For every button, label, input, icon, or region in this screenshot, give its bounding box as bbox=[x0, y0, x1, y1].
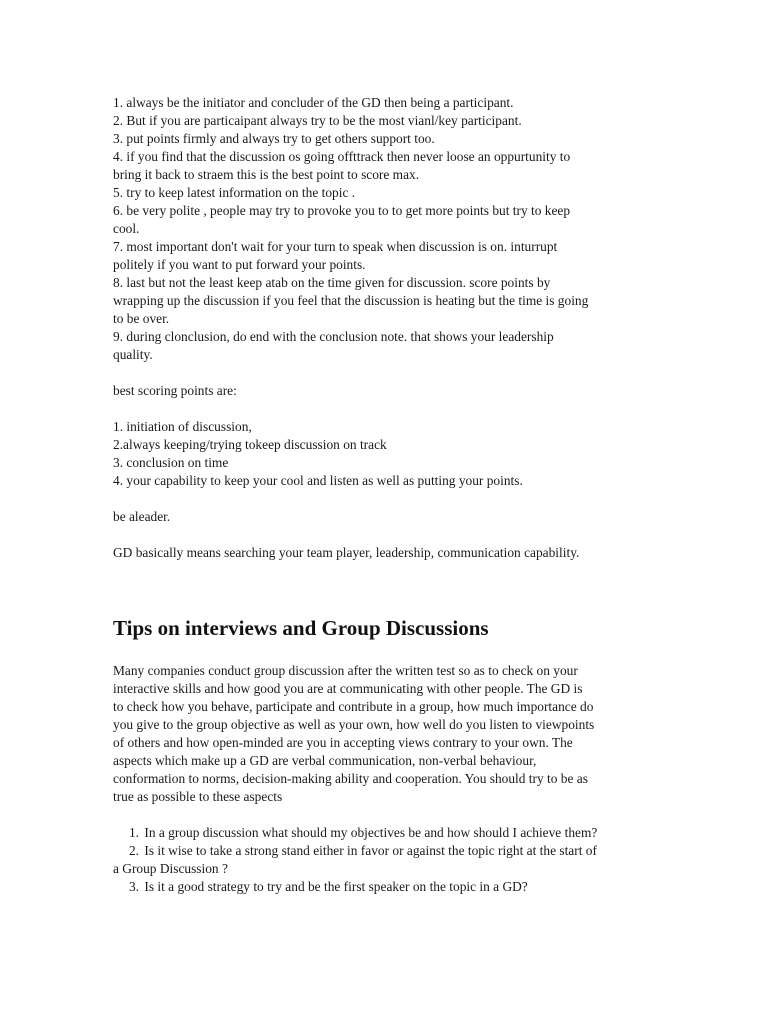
scoring-point: 3. conclusion on time bbox=[113, 455, 229, 470]
intro-line: to check how you behave, participate and contribute in a group, how much importance do bbox=[113, 699, 594, 714]
tip-line: wrapping up the discussion if you feel that the discussion is heating but the time is going bbox=[113, 293, 589, 308]
question-text: In a group discussion what should my objectives be and how should I achieve them? bbox=[144, 825, 598, 840]
scoring-point: 2.always keeping/trying tokeep discussion on track bbox=[113, 437, 387, 452]
tip-line: to be over. bbox=[113, 311, 170, 326]
tip-line: 2. But if you are particaipant always try to be the most vianl/key participant. bbox=[113, 113, 522, 128]
scoring-point: 4. your capability to keep your cool and listen as well as putting your points. bbox=[113, 473, 523, 488]
gd-tips-list bbox=[113, 94, 653, 364]
intro-line: aspects which make up a GD are verbal communication, non-verbal behaviour, bbox=[113, 753, 537, 768]
intro-line: conformation to norms, decision-making ability and cooperation. You should try to be as bbox=[113, 771, 588, 786]
document-page bbox=[113, 94, 653, 896]
section-heading: Tips on interviews and Group Discussions bbox=[113, 616, 489, 640]
gd-meaning-text: GD basically means searching your team player, leadership, communication capability. bbox=[113, 545, 580, 560]
tip-line: cool. bbox=[113, 221, 140, 236]
tip-line: politely if you want to put forward your points. bbox=[113, 257, 366, 272]
tip-line: 4. if you find that the discussion os going offttrack then never loose an oppurtunity to bbox=[113, 149, 571, 164]
tip-line: quality. bbox=[113, 347, 153, 362]
intro-line: true as possible to these aspects bbox=[113, 789, 283, 804]
question-number: 3. bbox=[128, 879, 139, 894]
question-text: Is it a good strategy to try and be the first speaker on the topic in a GD? bbox=[144, 879, 528, 894]
tip-line: 9. during clonclusion, do end with the conclusion note. that shows your leadership bbox=[113, 329, 554, 344]
tip-line: bring it back to straem this is the best point to score max. bbox=[113, 167, 420, 182]
be-leader-text: be aleader. bbox=[113, 509, 171, 524]
tip-line: 3. put points firmly and always try to get others support too. bbox=[113, 131, 435, 146]
tip-line: 8. last but not the least keep atab on the time given for discussion. score points by bbox=[113, 275, 551, 290]
scoring-point: 1. initiation of discussion, bbox=[113, 419, 252, 434]
question-item bbox=[113, 878, 653, 896]
scoring-points-list bbox=[113, 418, 653, 490]
intro-line: interactive skills and how good you are at communicating with other people. The GD is bbox=[113, 681, 583, 696]
tip-line: 1. always be the initiator and concluder of the GD then being a participant. bbox=[113, 95, 514, 110]
questions-list bbox=[113, 824, 653, 896]
question-text: Is it wise to take a strong stand either in favor or against the topic right at the start of bbox=[144, 843, 597, 858]
intro-line: of others and how open-minded are you in accepting views contrary to your own. The bbox=[113, 735, 573, 750]
tip-line: 7. most important don't wait for your turn to speak when discussion is on. inturrupt bbox=[113, 239, 558, 254]
question-number: 1. bbox=[128, 825, 139, 840]
question-number: 2. bbox=[128, 843, 139, 858]
tip-line: 5. try to keep latest information on the topic . bbox=[113, 185, 356, 200]
question-item bbox=[113, 842, 653, 878]
question-continuation: a Group Discussion ? bbox=[113, 861, 228, 876]
tip-line: 6. be very polite , people may try to provoke you to to get more points but try to keep bbox=[113, 203, 571, 218]
intro-paragraph bbox=[113, 662, 653, 806]
intro-line: Many companies conduct group discussion after the written test so as to check on your bbox=[113, 663, 578, 678]
scoring-heading: best scoring points are: bbox=[113, 383, 237, 398]
intro-line: you give to the group objective as well as your own, how well do you listen to viewpoints bbox=[113, 717, 595, 732]
question-item bbox=[113, 824, 653, 842]
